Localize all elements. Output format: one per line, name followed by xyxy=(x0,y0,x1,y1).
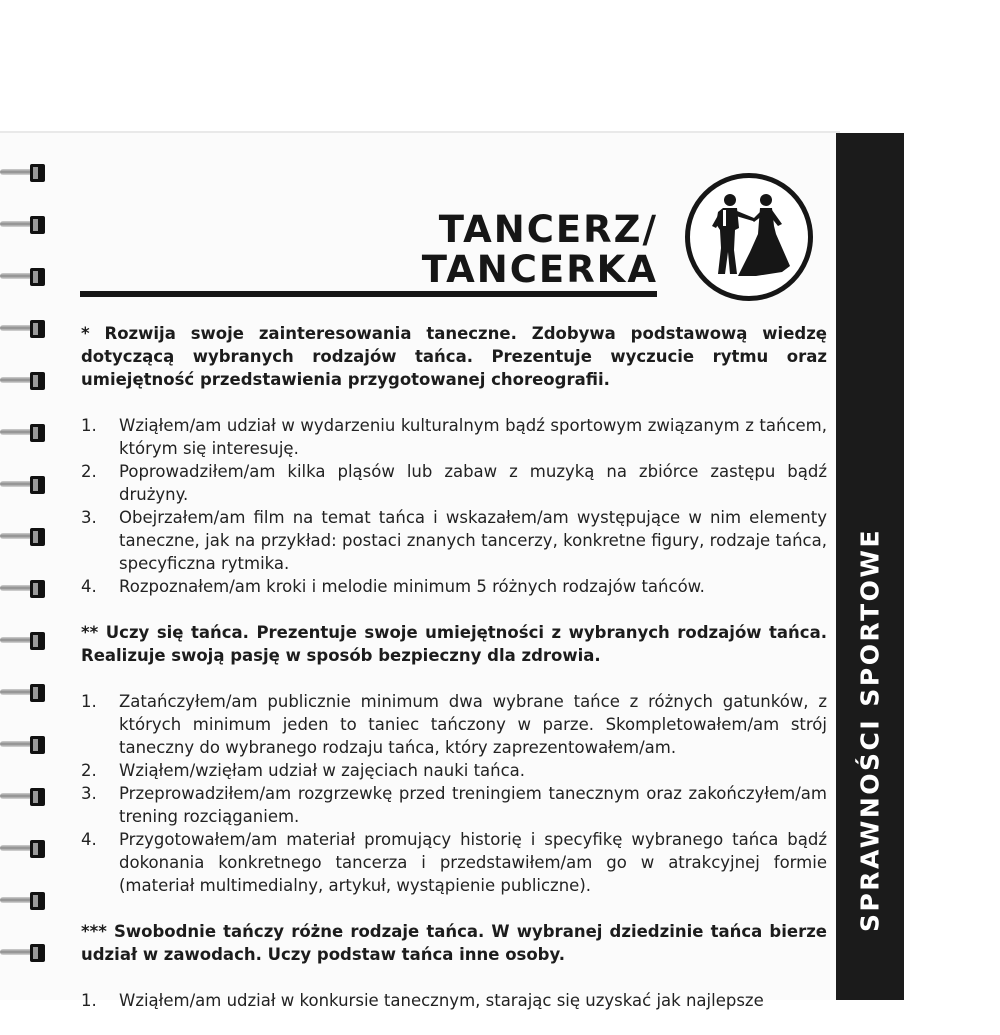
task-item xyxy=(81,690,827,759)
task-item xyxy=(81,460,827,506)
task-number: 4. xyxy=(81,577,97,596)
spiral-coil xyxy=(0,735,48,755)
task-number: 3. xyxy=(81,784,97,803)
spiral-coil xyxy=(0,579,48,599)
task-text: Przygotowałem/am materiał promujący historię i specyfikę wybranego tańca bądź dokonania konkretnego tancerza i przedstawiłem/am go w atrakcyjnej formie (materiał multimedialny, artykuł, wystąpienie publiczne). xyxy=(119,830,827,895)
level-3-heading: *** Swobodnie tańczy różne rodzaje tańca. W wybranej dziedzinie tańca bierze udział w zawodach. Uczy podstaw tańca inne osoby. xyxy=(81,922,827,964)
spiral-coil xyxy=(0,787,48,807)
spiral-coil xyxy=(0,371,48,391)
spiral-coil xyxy=(0,475,48,495)
spiral-coil xyxy=(0,891,48,911)
level-1-heading: * Rozwija swoje zainteresowania taneczne. Zdobywa podstawową wiedzę dotyczącą wybranych rodzajów tańca. Prezentuje wyczucie rytmu oraz umiejętność przedstawienia przygotowanej choreografii. xyxy=(81,324,827,389)
task-text: Wziąłem/am udział w konkursie tanecznym, starając się uzyskać jak najlepsze xyxy=(119,991,764,1010)
level-2-section xyxy=(81,621,827,897)
task-number: 3. xyxy=(81,508,97,527)
task-text: Rozpoznałem/am kroki i melodie minimum 5 różnych rodzajów tańców. xyxy=(119,577,705,596)
spiral-coil xyxy=(0,319,48,339)
level-3-section xyxy=(81,920,827,1012)
badge-requirements xyxy=(81,322,827,1035)
level-2-heading: ** Uczy się tańca. Prezentuje swoje umiejętności z wybranych rodzajów tańca. Realizuje swoją pasję w sposób bezpieczny dla zdrowia. xyxy=(81,623,827,665)
level-3-tasks xyxy=(81,989,827,1012)
spiral-coil xyxy=(0,215,48,235)
page-title xyxy=(422,210,658,290)
task-number: 1. xyxy=(81,416,97,435)
task-text: Przeprowadziłem/am rozgrzewkę przed treningiem tanecznym oraz zakończyłem/am trening rozciąganiem. xyxy=(119,784,827,826)
spiral-binding xyxy=(0,133,52,1000)
task-text: Zatańczyłem/am publicznie minimum dwa wybrane tańce z różnych gatunków, z których minimum jeden to taniec tańczony w parze. Skompletowałem/am strój taneczny do wybranego rodzaju tańca, który zaprezentowałem/am. xyxy=(119,692,827,757)
task-item xyxy=(81,414,827,460)
spiral-coil xyxy=(0,839,48,859)
level-2-tasks xyxy=(81,690,827,897)
spiral-coil xyxy=(0,943,48,963)
task-text: Obejrzałem/am film na temat tańca i wskazałem/am występujące w nim elementy taneczne, jak na przykład: postaci znanych tancerzy, konkretne figury, rodzaje tańca, specyficzna rytmika. xyxy=(119,508,827,573)
task-number: 4. xyxy=(81,830,97,849)
task-item xyxy=(81,828,827,897)
task-number: 1. xyxy=(81,991,97,1010)
task-text: Wziąłem/wzięłam udział w zajęciach nauki tańca. xyxy=(119,761,526,780)
task-number: 1. xyxy=(81,692,97,711)
task-item xyxy=(81,782,827,828)
spiral-coil xyxy=(0,423,48,443)
page-title-line-2: TANCERKA xyxy=(421,248,658,291)
task-item xyxy=(81,575,827,598)
level-1-tasks xyxy=(81,414,827,598)
task-item xyxy=(81,989,827,1012)
task-number: 2. xyxy=(81,761,97,780)
spiral-coil xyxy=(0,683,48,703)
section-tab-label: SPRAWNOŚCI SPORTOWE xyxy=(855,527,885,933)
spiral-coil xyxy=(0,163,48,183)
spiral-coil xyxy=(0,527,48,547)
spiral-coil xyxy=(0,631,48,651)
dancing-couple-icon xyxy=(685,173,813,301)
task-number: 2. xyxy=(81,462,97,481)
task-item xyxy=(81,759,827,782)
task-item xyxy=(81,506,827,575)
title-underline xyxy=(80,291,657,297)
spiral-coil xyxy=(0,267,48,287)
level-1-section xyxy=(81,322,827,598)
task-text: Poprowadziłem/am kilka pląsów lub zabaw z muzyką na zbiórce zastępu bądź drużyny. xyxy=(119,462,827,504)
page-title-line-1: TANCERZ/ xyxy=(438,208,658,251)
task-text: Wziąłem/am udział w wydarzeniu kulturalnym bądź sportowym związanym z tańcem, którym się interesuję. xyxy=(119,416,827,458)
